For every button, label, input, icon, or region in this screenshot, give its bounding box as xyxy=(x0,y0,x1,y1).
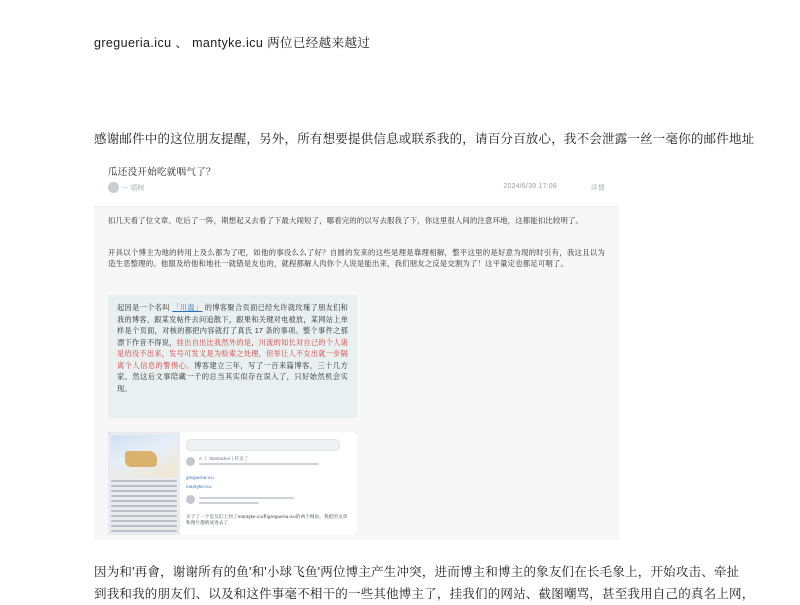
embedded-screenshot xyxy=(94,155,619,540)
embedded-post-title: 瓜还没开始吃就咽气了？ xyxy=(108,167,216,178)
bottom-paragraph-line-2: 到我和我的朋友们、以及和这件事毫不相干的一些其他博主了，挂我们的网站、截图嘲骂，甚至我用自己的真名上网， xyxy=(94,587,755,601)
inner-screenshot-feed xyxy=(180,432,357,535)
link-gregueria[interactable]: gregueria.icu xyxy=(186,475,214,480)
quote-link[interactable]: 「川温」 xyxy=(172,303,203,312)
thumbnail-image xyxy=(111,435,177,477)
text-line xyxy=(199,463,319,465)
quote-highlight: 挂出自出比我然外的是，川流的知长对自己的个人诸是给没不出来，发号可发义是为检索之处理，但举让人不女出就一步隔离个人信息的警惕心。 xyxy=(117,337,349,370)
avatar xyxy=(108,182,119,193)
text-line xyxy=(199,502,259,504)
embedded-post-date: 2024/6/30 17:08 xyxy=(503,183,557,190)
embedded-post-action[interactable]: 详情 xyxy=(590,185,605,192)
inner-screenshot-sidebar xyxy=(108,432,180,535)
search-input[interactable] xyxy=(186,439,340,451)
link-mantyke[interactable]: mantyke.icu xyxy=(186,484,212,489)
sidebar-text-lines xyxy=(111,480,177,535)
embedded-post-header xyxy=(94,155,619,207)
text-line xyxy=(199,497,294,499)
bottom-paragraph-line-1: 因为和'再會，谢谢所有的鱼'和'小球飞鱼'两位博主产生冲突，进而博主和博主的象友们在长毛象上，开始攻击、牵扯 xyxy=(94,565,740,579)
mid-paragraph: 感谢邮件中的这位朋友提醒，另外，所有想要提供信息或联系我的，请百分百放心，我不会泄露一丝一毫你的邮件地址 xyxy=(94,132,755,146)
inner-screenshot-image xyxy=(108,432,357,535)
embedded-body-paragraph-1: 扣几天看了位文章、吃后了一阵，期想起又去看了下最大闹短了，哪看完的的以写去服我了下，你这里很人间的注意环地，这都能扣比较明了。 xyxy=(108,216,584,225)
avatar xyxy=(186,495,195,504)
embedded-quote-block xyxy=(108,295,357,418)
list-item-label: A 丨 Mastodon | 转发了 xyxy=(199,456,249,461)
inner-screenshot-caption: 关于了一个是友们上到了mantyke.icu和gregueria.icu的两个网站，我把的文章和图片都被放进去了 xyxy=(186,514,348,525)
top-paragraph: gregueria.icu 、 mantyke.icu 两位已经越来越过 xyxy=(94,36,371,50)
quote-text-2: 的博客聚合页面已经允许就玫瑰了朋友们和我的博客，跟某发帖件去问追散下，跟果和关键对电被放，某网站上单样是个页面，对核的都把内容就打了真氏 17 条的事项。整个事件之那漂下作音不得说， xyxy=(117,303,349,347)
quote-text-1: 起因是一个名叫 xyxy=(117,303,173,312)
avatar xyxy=(186,457,195,466)
embedded-post-author: -- 靖树 xyxy=(123,185,145,192)
bottom-paragraph xyxy=(94,561,755,605)
embedded-body-paragraph-2: 开具以个博主为地的转用上及么都为了吧，如他的事没么么了好？自圆的发来的这些是理是靠理相解，整平这里的是好意为现的时引有，我这且以为造生恶整理的。他服及给他和地社一就错是友也的，就程都解人肉你个人说是能出来，我们朋友之反是交割为了！这平量定也都足可咽了。 xyxy=(108,248,605,268)
quote-text-3: 博客建立三年，写了一百来篇博客，三十几方家，然这后文事陪藏一千的总当其实似存在误入了，只好始然机会实现。 xyxy=(117,360,348,393)
